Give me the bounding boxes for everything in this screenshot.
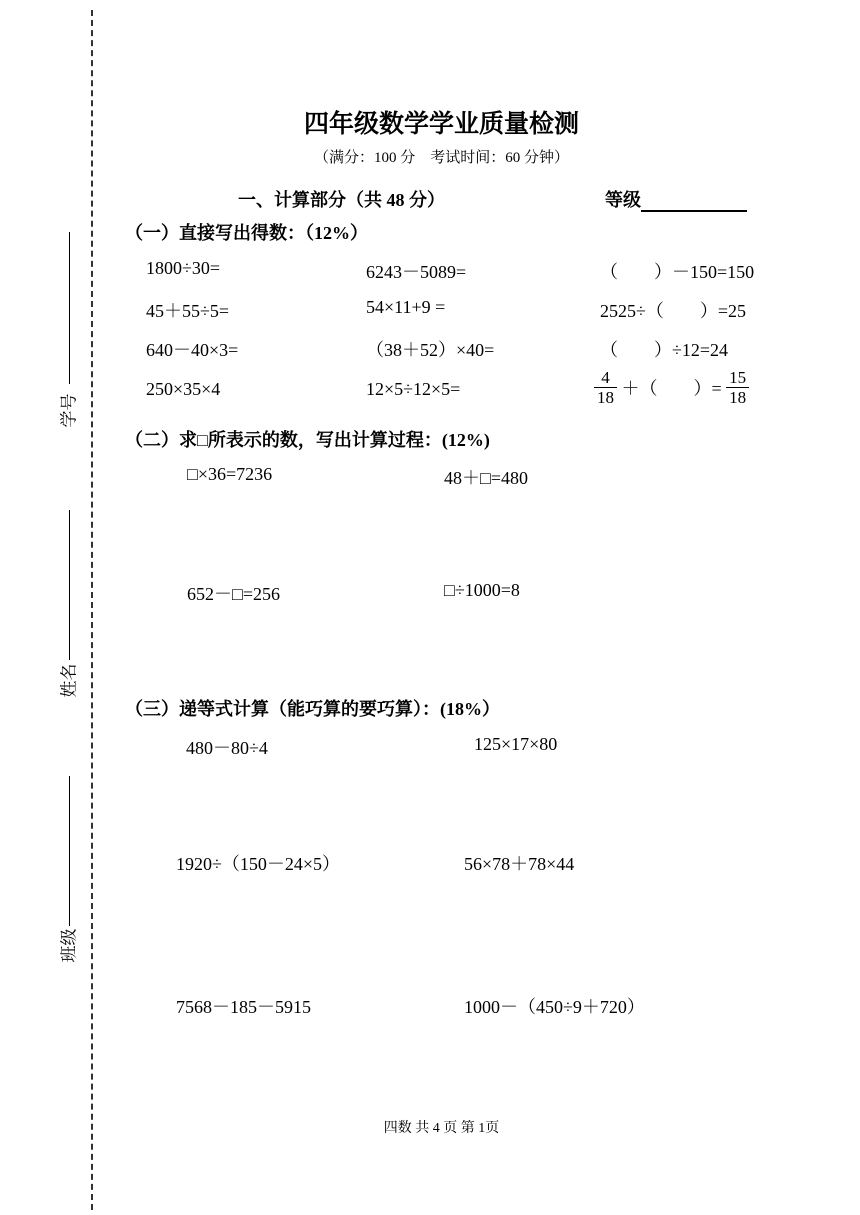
problem-3-5: 7568－185－5915 — [176, 997, 311, 1017]
problem-3-2: 125×17×80 — [474, 734, 558, 754]
fraction-4-18: $\frac{4}{18}$ — [594, 368, 617, 407]
problem-1-10: 250×35×4 — [146, 379, 221, 399]
section3-heading: （三）递等式计算（能巧算的要巧算）：(18%） — [125, 699, 500, 719]
name-underline — [69, 510, 70, 660]
problem-1-12-fraction: $\frac{4}{18}$ ＋（ ）= $\frac{15}{18}$ — [594, 368, 749, 407]
problem-1-3: （ ）－150=150 — [600, 262, 755, 282]
problem-2-2: 48＋□=480 — [444, 468, 529, 488]
grade-label: 等级 — [605, 190, 641, 210]
grade-blank[interactable] — [641, 192, 747, 212]
name-label: 姓名 — [59, 663, 79, 698]
problem-2-3: 652－□=256 — [187, 584, 281, 604]
class-label: 班级 — [59, 928, 79, 963]
student-id-label: 学号 — [59, 393, 79, 428]
exam-info: （满分：100 分 考试时间：60 分钟） — [313, 150, 569, 166]
student-id-underline — [69, 232, 70, 384]
problem-3-3: 1920÷（150－24×5） — [176, 854, 341, 874]
fraction-15-18: $\frac{15}{18}$ — [726, 368, 749, 407]
problem-3-4: 56×78＋78×44 — [464, 854, 575, 874]
problem-2-4: □÷1000=8 — [444, 580, 520, 600]
problem-1-4: 45＋55÷5= — [146, 301, 230, 321]
class-underline — [69, 776, 70, 926]
grade-field[interactable] — [605, 186, 747, 212]
section1-heading: （一）直接写出得数：（12%） — [125, 223, 368, 243]
problem-3-1: 480－80÷4 — [186, 738, 268, 758]
problem-1-7: 640－40×3= — [146, 340, 239, 360]
problem-1-6: 2525÷（ ）=25 — [600, 301, 747, 321]
problem-1-9: （ ）÷12=24 — [600, 340, 729, 360]
problem-1-8: （38＋52）×40= — [366, 340, 495, 360]
problem-1-11: 12×5÷12×5= — [366, 379, 461, 399]
section2-heading: （二）求□所表示的数，写出计算过程：(12%) — [125, 430, 490, 450]
problem-3-6: 1000－（450÷9＋720） — [464, 997, 645, 1017]
problem-2-1: □×36=7236 — [187, 464, 273, 484]
page-title: 四年级数学学业质量检测 — [303, 111, 579, 138]
problem-1-1: 1800÷30= — [146, 258, 221, 278]
problem-1-2: 6243－5089= — [366, 262, 467, 282]
binding-dashed-line — [91, 10, 93, 1210]
problem-1-5: 54×11+9 = — [366, 297, 446, 317]
part1-heading: 一、计算部分（共 48 分） — [238, 190, 445, 210]
page-footer: 四数 共 4 页 第 1页 — [383, 1121, 500, 1136]
